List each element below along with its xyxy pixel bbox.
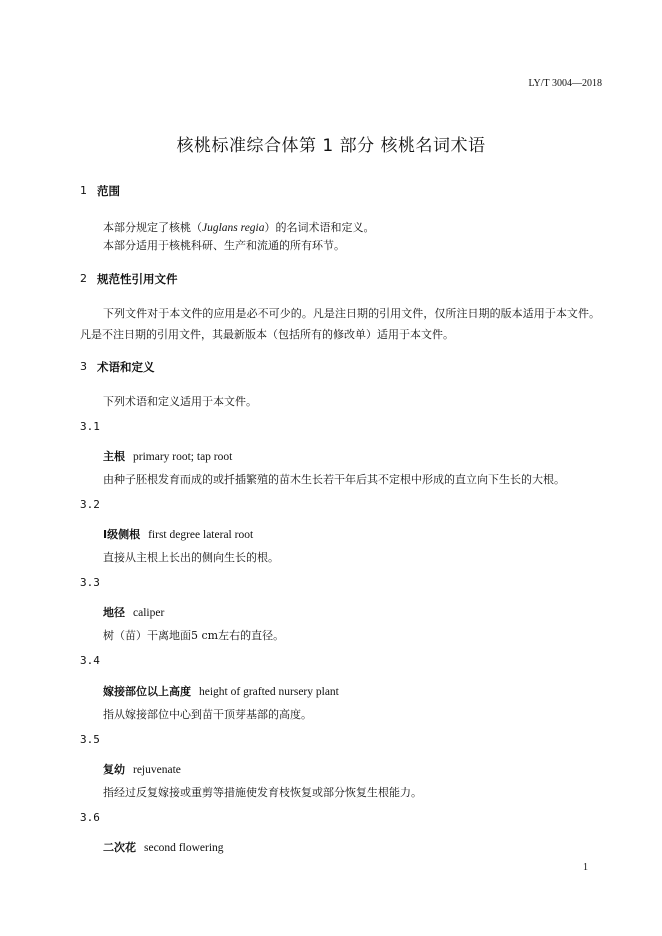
section-2-number: 2 [80, 272, 87, 285]
term-number: 3.1 [80, 420, 100, 433]
term-zh: Ⅰ级侧根 [103, 528, 141, 541]
term-heading [103, 836, 224, 855]
term-heading [103, 758, 181, 777]
term-heading [103, 445, 232, 464]
term-definition: 由种子胚根发育而成的或扦插繁殖的苗木生长若干年后其不定根中形成的直立向下生长的大根。 [103, 473, 565, 486]
term-number: 3.5 [80, 733, 100, 746]
section-1-title: 范围 [97, 184, 120, 198]
term-zh: 主根 [103, 450, 125, 463]
term-definition: 指经过反复嫁接或重剪等措施使发育枝恢复或部分恢复生根能力。 [103, 786, 422, 799]
section-1-line-1: 本部分规定了核桃（Juglans regia）的名词术语和定义。 [103, 221, 375, 234]
term-en: caliper [133, 607, 165, 619]
term-zh: 二次花 [103, 841, 136, 854]
term-zh: 地径 [103, 606, 125, 619]
term-definition: 树（苗）干离地面5 cm左右的直径。 [103, 629, 285, 642]
term-heading [103, 601, 164, 620]
term-zh: 复幼 [103, 763, 125, 776]
term-en: height of grafted nursery plant [199, 686, 339, 698]
term-zh: 嫁接部位以上高度 [103, 685, 191, 698]
term-en: rejuvenate [133, 764, 181, 776]
term-en: primary root; tap root [133, 451, 233, 463]
term-definition: 直接从主根上长出的侧向生长的根。 [103, 551, 279, 564]
term-number: 3.6 [80, 811, 100, 824]
term-heading [103, 680, 339, 699]
document-title: 核桃标准综合体第 1 部分 核桃名词术语 [176, 136, 486, 156]
section-3-intro: 下列术语和定义适用于本文件。 [103, 395, 257, 408]
term-number: 3.2 [80, 498, 100, 511]
term-heading [103, 523, 253, 542]
section-2-title: 规范性引用文件 [97, 272, 178, 286]
section-3-title: 术语和定义 [97, 360, 155, 374]
species-name: Juglans regia [202, 222, 265, 234]
term-en: second flowering [144, 842, 224, 854]
term-definition: 指从嫁接部位中心到苗干顶芽基部的高度。 [103, 708, 312, 721]
section-1-number: 1 [80, 184, 87, 197]
page-number: 1 [583, 862, 588, 873]
term-en: first degree lateral root [148, 529, 254, 541]
term-number: 3.4 [80, 654, 100, 667]
section-3-number: 3 [80, 360, 87, 373]
section-2-paragraph: 下列文件对于本文件的应用是必不可少的。凡是注日期的引用文件，仅所注日期的版本适用于本文件。凡是不注日期的引用文件，其最新版本（包括所有的修改单）适用于本文件。 [80, 307, 600, 341]
standard-code: LY/T 3004—2018 [528, 78, 602, 89]
term-number: 3.3 [80, 576, 100, 589]
section-1-line-2: 本部分适用于核桃科研、生产和流通的所有环节。 [103, 239, 345, 252]
